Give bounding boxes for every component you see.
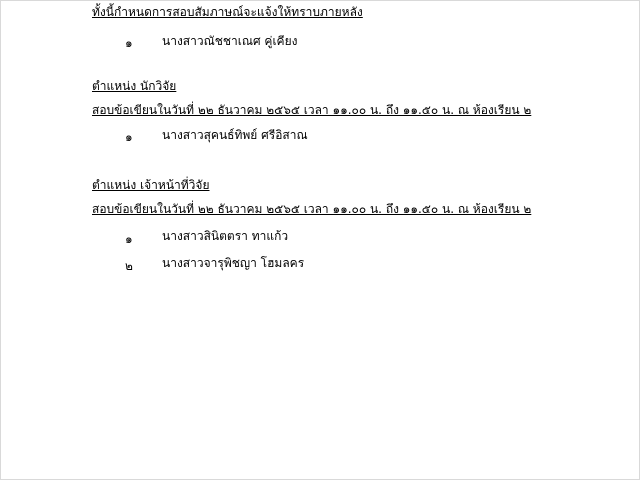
exam-schedule-researcher: สอบข้อเขียนในวันที่ ๒๒ ธันวาคม ๒๕๖๕ เวลา ๑๑.๐๐ น. ถึง ๑๑.๕๐ น. ณ ห้องเรียน ๒ [92, 103, 532, 117]
interview-note-heading: ทั้งนี้กำหนดการสอบสัมภาษณ์จะแจ้งให้ทราบภายหลัง [92, 5, 363, 19]
list-item-number: ๑ [125, 36, 133, 50]
position-heading-researcher: ตำแหน่ง นักวิจัย [92, 79, 177, 93]
candidate-name: นางสาวจารุพิชญา โฮมลคร [162, 256, 305, 270]
candidate-name: นางสาวณัชชาเณศ คู่เคียง [162, 34, 298, 48]
candidate-name: นางสาวสินิตตรา ทาแก้ว [162, 229, 289, 243]
list-item-number: ๑ [125, 130, 133, 144]
position-heading-research-officer: ตำแหน่ง เจ้าหน้าที่วิจัย [92, 178, 210, 192]
candidate-name: นางสาวสุคนธ์ทิพย์ ศรีอิสาณ [162, 128, 308, 142]
exam-schedule-research-officer: สอบข้อเขียนในวันที่ ๒๒ ธันวาคม ๒๕๖๕ เวลา ๑๑.๐๐ น. ถึง ๑๑.๕๐ น. ณ ห้องเรียน ๒ [92, 202, 532, 216]
list-item-number: ๒ [125, 259, 133, 273]
list-item-number: ๑ [125, 232, 133, 246]
